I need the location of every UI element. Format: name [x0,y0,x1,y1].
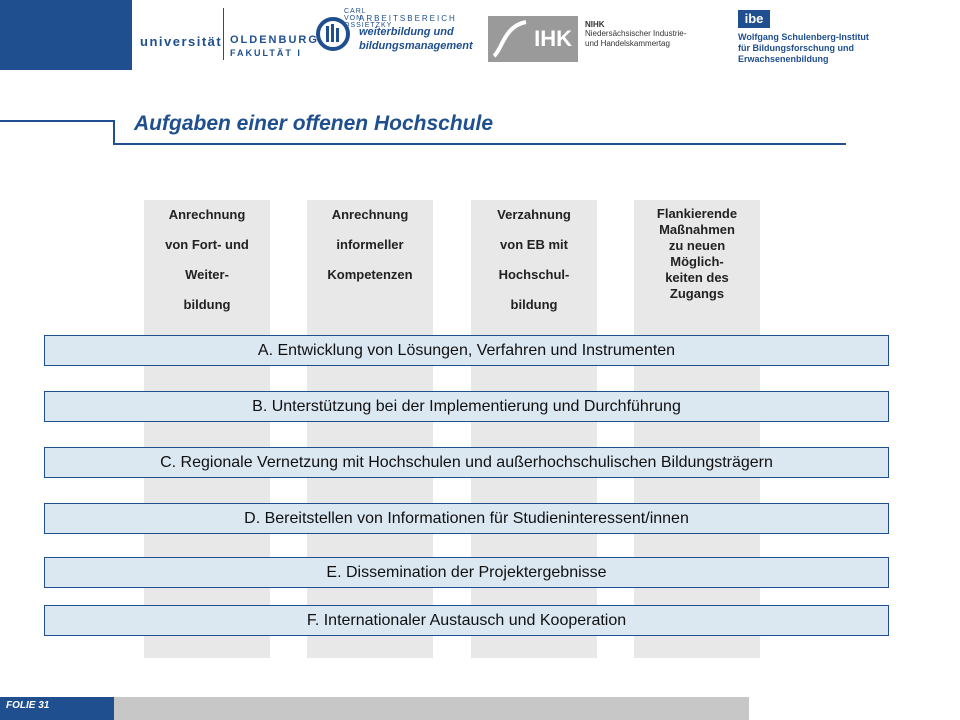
footer-slide-number-block [0,697,114,720]
ihk-text: IHK [534,26,572,51]
column-header-line: bildung [183,297,231,312]
column-header-line: Flankierende [656,206,738,221]
column-verzahnung [471,200,597,658]
task-row-b: B. Unterstützung bei der Implementierung und Durchführung [44,391,889,422]
task-row-c: C. Regionale Vernetzung mit Hochschulen und außerhochschulischen Bildungsträgern [44,447,889,478]
uni-name-text: universität [140,34,223,49]
column-header-line: Verzahnung [497,207,571,222]
uni-faculty-text: FAKULTÄT I [230,48,302,58]
column-header [307,200,433,290]
university-logo [140,8,393,68]
title-rule-step [113,120,115,145]
ihk-swoosh-icon [492,20,528,58]
column-header-line: Weiter- [185,267,229,282]
ibe-badge: ibe [738,10,770,28]
uni-divider [223,8,224,60]
title-rule-left [0,120,114,122]
column-header-line: Anrechnung [168,207,246,222]
nihk-line-2: und Handelskammertag [585,39,670,48]
header-color-block [0,0,132,70]
column-header-line: Maßnahmen [659,222,735,237]
nihk-title: NIHK [585,20,605,29]
column-header-line: Möglich- [670,254,724,269]
title-rule-underline [113,143,846,145]
ibe-logo [738,10,923,64]
column-header [144,200,270,320]
ab-line-3: bildungsmanagement [359,40,473,52]
nihk-line-1: Niedersächsischer Industrie- [585,29,687,38]
footer-bar [114,697,749,720]
ibe-line-2: für Bildungsforschung und [738,43,854,53]
column-anrechnung-fortbildung [144,200,270,658]
column-header [634,206,760,302]
column-header-line: zu neuen [668,238,726,253]
column-header-line: Kompetenzen [327,267,413,282]
column-header-line: informeller [336,237,404,252]
task-row-e: E. Dissemination der Projektergebnisse [44,557,889,588]
ihk-logo [488,16,578,62]
task-row-a: A. Entwicklung von Lösungen, Verfahren und Instrumenten [44,335,889,366]
column-header-line: von Fort- und [165,237,249,252]
column-header-line: keiten des [665,270,729,285]
ab-line-1: ARBEITSBEREICH [359,14,457,23]
uni-carl-text: CARL VON OSSIETZKY [344,8,393,29]
ibe-line-1: Wolfgang Schulenberg-Institut [738,32,869,42]
ibe-line-3: Erwachsenenbildung [738,54,829,64]
column-header-line: bildung [510,297,558,312]
column-header-line: Zugangs [669,286,725,301]
column-header-line: Hochschul- [498,267,570,282]
column-anrechnung-informell [307,200,433,658]
slide-number: FOLIE 31 [6,700,50,711]
arbeitsbereich-emblem-icon [315,16,351,52]
uni-city-text: OLDENBURG [230,34,319,46]
column-flankierende-massnahmen [634,200,760,658]
column-header-line: Anrechnung [331,207,409,222]
slide-title: Aufgaben einer offenen Hochschule [134,112,493,135]
task-row-d: D. Bereitstellen von Informationen für Studieninteressent/innen [44,503,889,534]
column-header-line: von EB mit [500,237,568,252]
nihk-text-block [585,20,725,60]
ab-line-2: weiterbildung und [359,26,454,38]
task-row-f: F. Internationaler Austausch und Kooperation [44,605,889,636]
column-header [471,200,597,320]
arbeitsbereich-logo [315,12,480,62]
